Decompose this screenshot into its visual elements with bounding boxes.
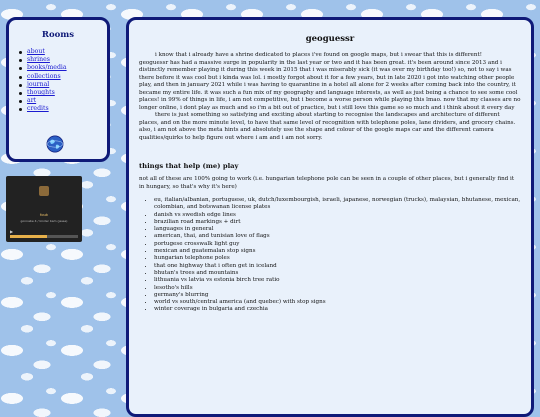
track-title: fouk bbox=[39, 212, 49, 217]
nav-link-collections[interactable]: collections bbox=[17, 73, 107, 81]
list-item: • brazilian road markings + dirt bbox=[154, 219, 521, 226]
list-item: • languages in general bbox=[154, 226, 521, 233]
list-item: • american, thai, and tunisian love of flags bbox=[154, 233, 521, 240]
nav-link-books-media[interactable]: books/media bbox=[17, 64, 107, 72]
list-item: • winter coverage in bulgaria and czechia bbox=[154, 306, 521, 313]
globe-icon bbox=[46, 135, 64, 153]
track-artist: gonnabe 4 / kinder bam (jesse) bbox=[20, 219, 68, 223]
list-item: • portugese crosswalk light guy bbox=[154, 241, 521, 248]
section-heading: things that help (me) play bbox=[139, 162, 239, 170]
list-item: • bhutan's trees and mountains bbox=[154, 270, 521, 277]
history-paragraph: geoguessr has had a massive surge in popularity in the last year or two and it has been great. it's been around since 2013 and i distinctly remember playing it during this week in 2015 that i was miserably sick (it was over my birthday too!) so, not to say i was there before it was cool but i kinda was lol. i mostly forgot about it for a few years, but in late 2020 i got into watching other people play, and then in january 2021 while i was having to quarantine in a hotel all alone for 2 weeks after coming back into the country, it became my entire life. it was such a fun mix of my geography and language interests, as well as just being a chance to see some cool places! in 99% of things in life, i am not competitive, but i become a worse person while playing this lmao. now that my classes are no longer online, i dont play as much and so i'm a bit out of practice, but i still love this game so so much and i think about it every day bbox=[139, 59, 521, 111]
list-item: • lesotho's hills bbox=[154, 285, 521, 292]
list-item: • germany's blurring bbox=[154, 292, 521, 299]
nav-link-art[interactable]: art bbox=[17, 97, 107, 105]
nav-link-journal[interactable]: journal bbox=[17, 81, 107, 89]
music-player-widget[interactable] bbox=[6, 176, 82, 242]
list-item: • that one highway that i often get in iceland bbox=[154, 263, 521, 270]
sidebar-title: Rooms bbox=[41, 30, 75, 40]
nav-link-credits[interactable]: credits bbox=[17, 105, 107, 113]
tips-list bbox=[139, 197, 521, 314]
nav-list bbox=[17, 48, 107, 114]
nav-link-about[interactable]: about bbox=[17, 48, 107, 56]
list-item: • lithuania vs latvia vs estonia birch tree ratio bbox=[154, 277, 521, 284]
content-panel bbox=[126, 17, 534, 417]
section-intro: not all of these are 100% going to work (i.e. hungarian telephone pole can be seen in a couple of other places, but i generally find it in hungary, so that's why it's here) bbox=[139, 176, 515, 190]
nav-link-thoughts[interactable]: thoughts bbox=[17, 89, 107, 97]
sidebar-nav bbox=[6, 17, 110, 162]
recognition-paragraph: there is just something so satisfying and exciting about starting to recognise the landscapes and architecture of different places, and on the more minute level, to have that same level of recognition with telephone poles, lane dividers, and grocery chains. also, i am not above the meta hints and absolutely use the shape and colour of the google maps car and the different camera qualities/quirks to help figure out where i am and i am not sorry. bbox=[139, 112, 516, 141]
list-item: • hungarian telephone poles bbox=[154, 255, 521, 262]
list-item: • eu, italian/albanian, portuguese, uk, dutch/luxembourgish, israeli, japanese, norwegian (trucks), malaysian, bhutanese, mexican, colombian, and botswanan license plates bbox=[154, 197, 521, 212]
list-item: • mexican and guatemalan stop signs bbox=[154, 248, 521, 255]
page-title: geoguessr bbox=[305, 34, 355, 44]
intro-paragraph: i know that i already have a shrine dedicated to places i've found on google maps, but i swear that this is different! bbox=[155, 52, 482, 58]
nav-link-shrines[interactable]: shrines bbox=[17, 56, 107, 64]
album-art bbox=[39, 186, 49, 196]
list-item: • danish vs swedish edge lines bbox=[154, 212, 521, 219]
play-icon[interactable]: ▶ bbox=[10, 229, 14, 234]
list-item: • world vs south/central america (and quebec) with stop signs bbox=[154, 299, 521, 306]
progress-bar[interactable] bbox=[10, 235, 78, 238]
progress-bar-fill bbox=[10, 235, 47, 238]
